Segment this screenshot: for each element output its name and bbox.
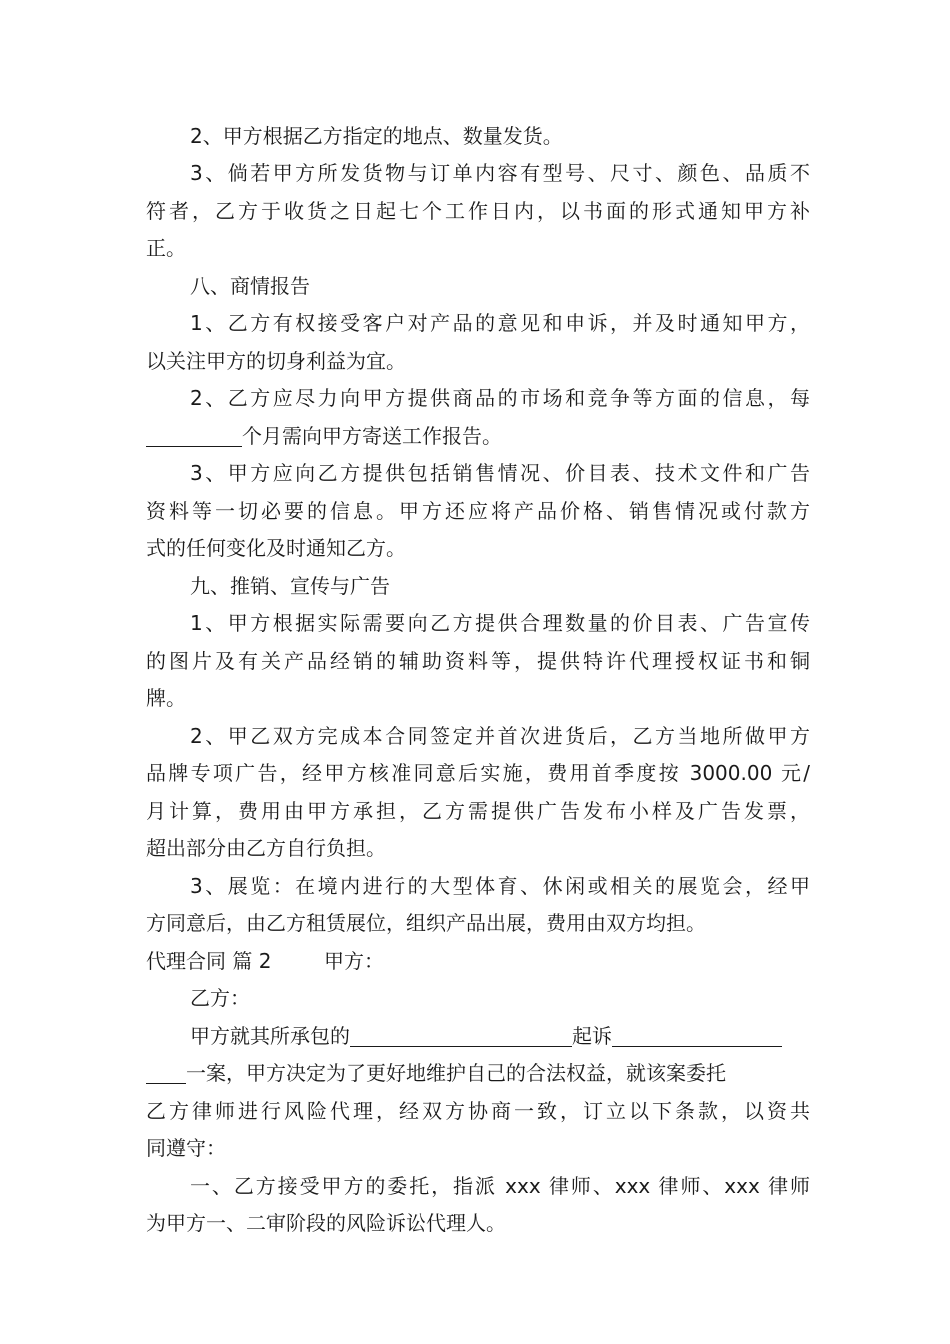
paragraph-line: 资料等一切必要的信息。甲方还应将产品价格、销售情况或付款方 xyxy=(146,499,810,523)
paragraph-line: 1、甲方根据实际需要向乙方提供合理数量的价目表、广告宣传 xyxy=(190,611,810,635)
paragraph-line: 1、乙方有权接受客户对产品的意见和申诉，并及时通知甲方， xyxy=(190,311,810,335)
paragraph-line: 符者，乙方于收货之日起七个工作日内，以书面的形式通知甲方补 xyxy=(146,199,810,223)
contract-title: 代理合同 篇 2 xyxy=(146,949,272,973)
paragraph-line xyxy=(190,1017,782,1055)
paragraph-line xyxy=(146,417,502,455)
paragraph-line: 2、甲方根据乙方指定的地点、数量发货。 xyxy=(190,124,563,148)
paragraph-line: 牌。 xyxy=(146,686,186,710)
paragraph-line: 2、甲乙双方完成本合同签定并首次进货后，乙方当地所做甲方 xyxy=(190,724,810,748)
paragraph-line: 品牌专项广告，经甲方核准同意后实施，费用首季度按 3000.00 元/ xyxy=(146,761,810,785)
paragraph-line: 方同意后，由乙方租赁展位，组织产品出展，费用由双方均担。 xyxy=(146,911,706,935)
paragraph-line: 乙方律师进行风险代理，经双方协商一致，订立以下条款，以资共 xyxy=(146,1099,810,1123)
fill-blank xyxy=(146,1057,186,1084)
section-heading: 八、商情报告 xyxy=(190,274,310,298)
paragraph-line: 3、甲方应向乙方提供包括销售情况、价目表、技术文件和广告 xyxy=(190,461,810,485)
paragraph-line: 超出部分由乙方自行负担。 xyxy=(146,836,386,860)
paragraph-line: 式的任何变化及时通知乙方。 xyxy=(146,536,406,560)
paragraph-line: 以关注甲方的切身利益为宜。 xyxy=(146,349,406,373)
section-heading: 九、推销、宣传与广告 xyxy=(190,574,390,598)
party-b-label: 乙方： xyxy=(190,986,250,1010)
paragraph-line: 2、乙方应尽力向甲方提供商品的市场和竞争等方面的信息，每 xyxy=(190,386,810,410)
paragraph-line xyxy=(146,1054,726,1092)
paragraph-text: 一案，甲方决定为了更好地维护自己的合法权益，就该案委托 xyxy=(186,1061,726,1085)
paragraph-line: 正。 xyxy=(146,236,186,260)
paragraph-line: 的图片及有关产品经销的辅助资料等，提供特许代理授权证书和铜 xyxy=(146,649,810,673)
fill-blank xyxy=(612,1020,782,1047)
fill-blank xyxy=(350,1020,572,1047)
paragraph-line: 一、乙方接受甲方的委托，指派 xxx 律师、xxx 律师、xxx 律师 xyxy=(190,1174,810,1198)
paragraph-text: 甲方就其所承包的 xyxy=(190,1024,350,1048)
paragraph-line: 月计算，费用由甲方承担，乙方需提供广告发布小样及广告发票， xyxy=(146,799,810,823)
fill-blank xyxy=(146,420,242,447)
paragraph-text: 起诉 xyxy=(572,1024,612,1048)
paragraph-line: 为甲方一、二审阶段的风险诉讼代理人。 xyxy=(146,1211,506,1235)
paragraph-line: 3、展览：在境内进行的大型体育、休闲或相关的展览会，经甲 xyxy=(190,874,810,898)
paragraph-line: 3、倘若甲方所发货物与订单内容有型号、尺寸、颜色、品质不 xyxy=(190,161,810,185)
contract-heading-line xyxy=(146,942,384,980)
paragraph-text: 个月需向甲方寄送工作报告。 xyxy=(242,424,502,448)
paragraph-line: 同遵守： xyxy=(146,1136,226,1160)
party-a-label: 甲方： xyxy=(324,949,384,973)
